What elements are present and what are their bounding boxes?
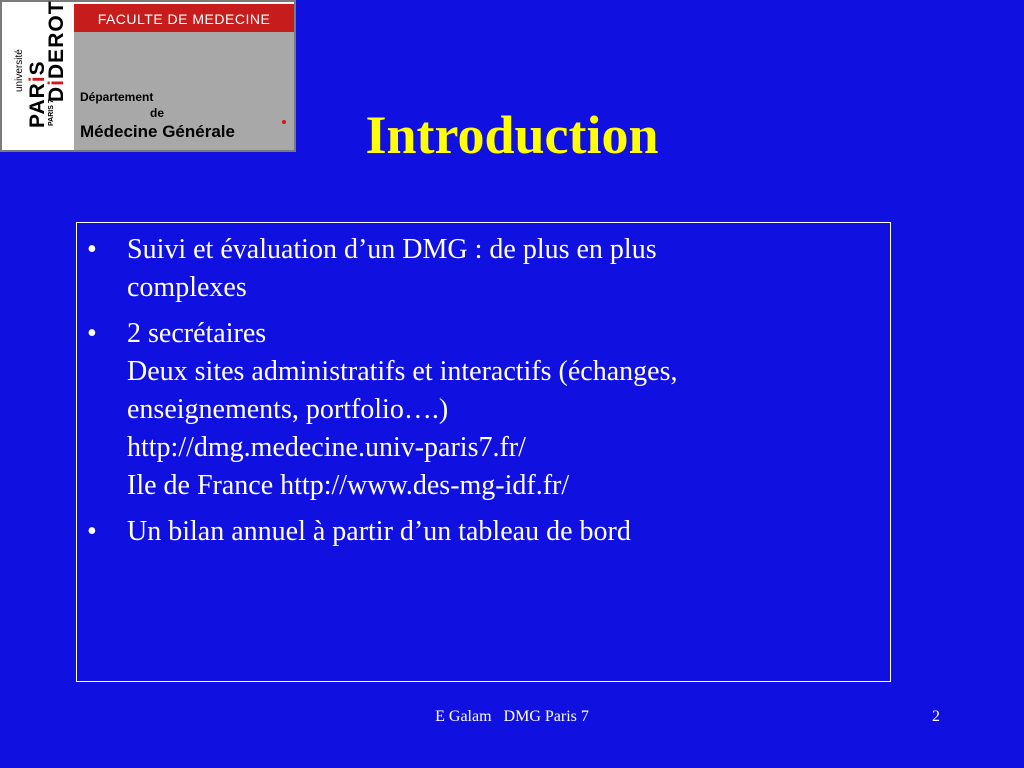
content-box xyxy=(76,222,891,682)
page-number: 2 xyxy=(932,708,940,725)
bullet-marker: • xyxy=(87,318,97,349)
bullet-line: Suivi et évaluation d’un DMG : de plus en plus xyxy=(127,234,657,265)
bullet-link-dmg[interactable]: http://dmg.medecine.univ-paris7.fr/ xyxy=(127,432,526,463)
bullet-line: enseignements, portfolio….) xyxy=(127,394,449,425)
logo-department-panel xyxy=(74,4,294,150)
bullet-link-idf[interactable]: Ile de France http://www.des-mg-idf.fr/ xyxy=(127,470,570,501)
bullet-item xyxy=(77,315,857,505)
logo-de-text: de xyxy=(150,106,165,120)
logo-medecine-generale-text: Médecine Générale xyxy=(80,122,235,141)
bullet-marker: • xyxy=(87,234,97,265)
bullet-line: complexes xyxy=(127,272,247,303)
logo-banner: FACULTE DE MEDECINE xyxy=(74,4,294,32)
logo-red-dot xyxy=(282,120,286,124)
logo-departement-text: Département xyxy=(80,90,154,104)
bullet-line: Un bilan annuel à partir d’un tableau de bord xyxy=(127,516,631,547)
faculty-logo xyxy=(0,0,296,152)
bullet-item xyxy=(77,231,857,307)
slide-title: Introduction xyxy=(365,105,659,165)
bullet-marker: • xyxy=(87,516,97,547)
bullet-line: Deux sites administratifs et interactifs (échanges, xyxy=(127,356,678,387)
logo-paris7-text: PARIS 7 xyxy=(48,99,55,126)
logo-diderot-text: DiDEROT xyxy=(45,0,68,102)
footer-text: E Galam DMG Paris 7 xyxy=(435,708,589,725)
bullet-line: 2 secrétaires xyxy=(127,318,267,349)
logo-paris-text: PARiS xyxy=(26,60,49,128)
bullet-list xyxy=(77,231,857,559)
logo-university-panel xyxy=(6,0,72,148)
logo-universite-text: université xyxy=(14,49,25,92)
bullet-item xyxy=(77,513,857,551)
